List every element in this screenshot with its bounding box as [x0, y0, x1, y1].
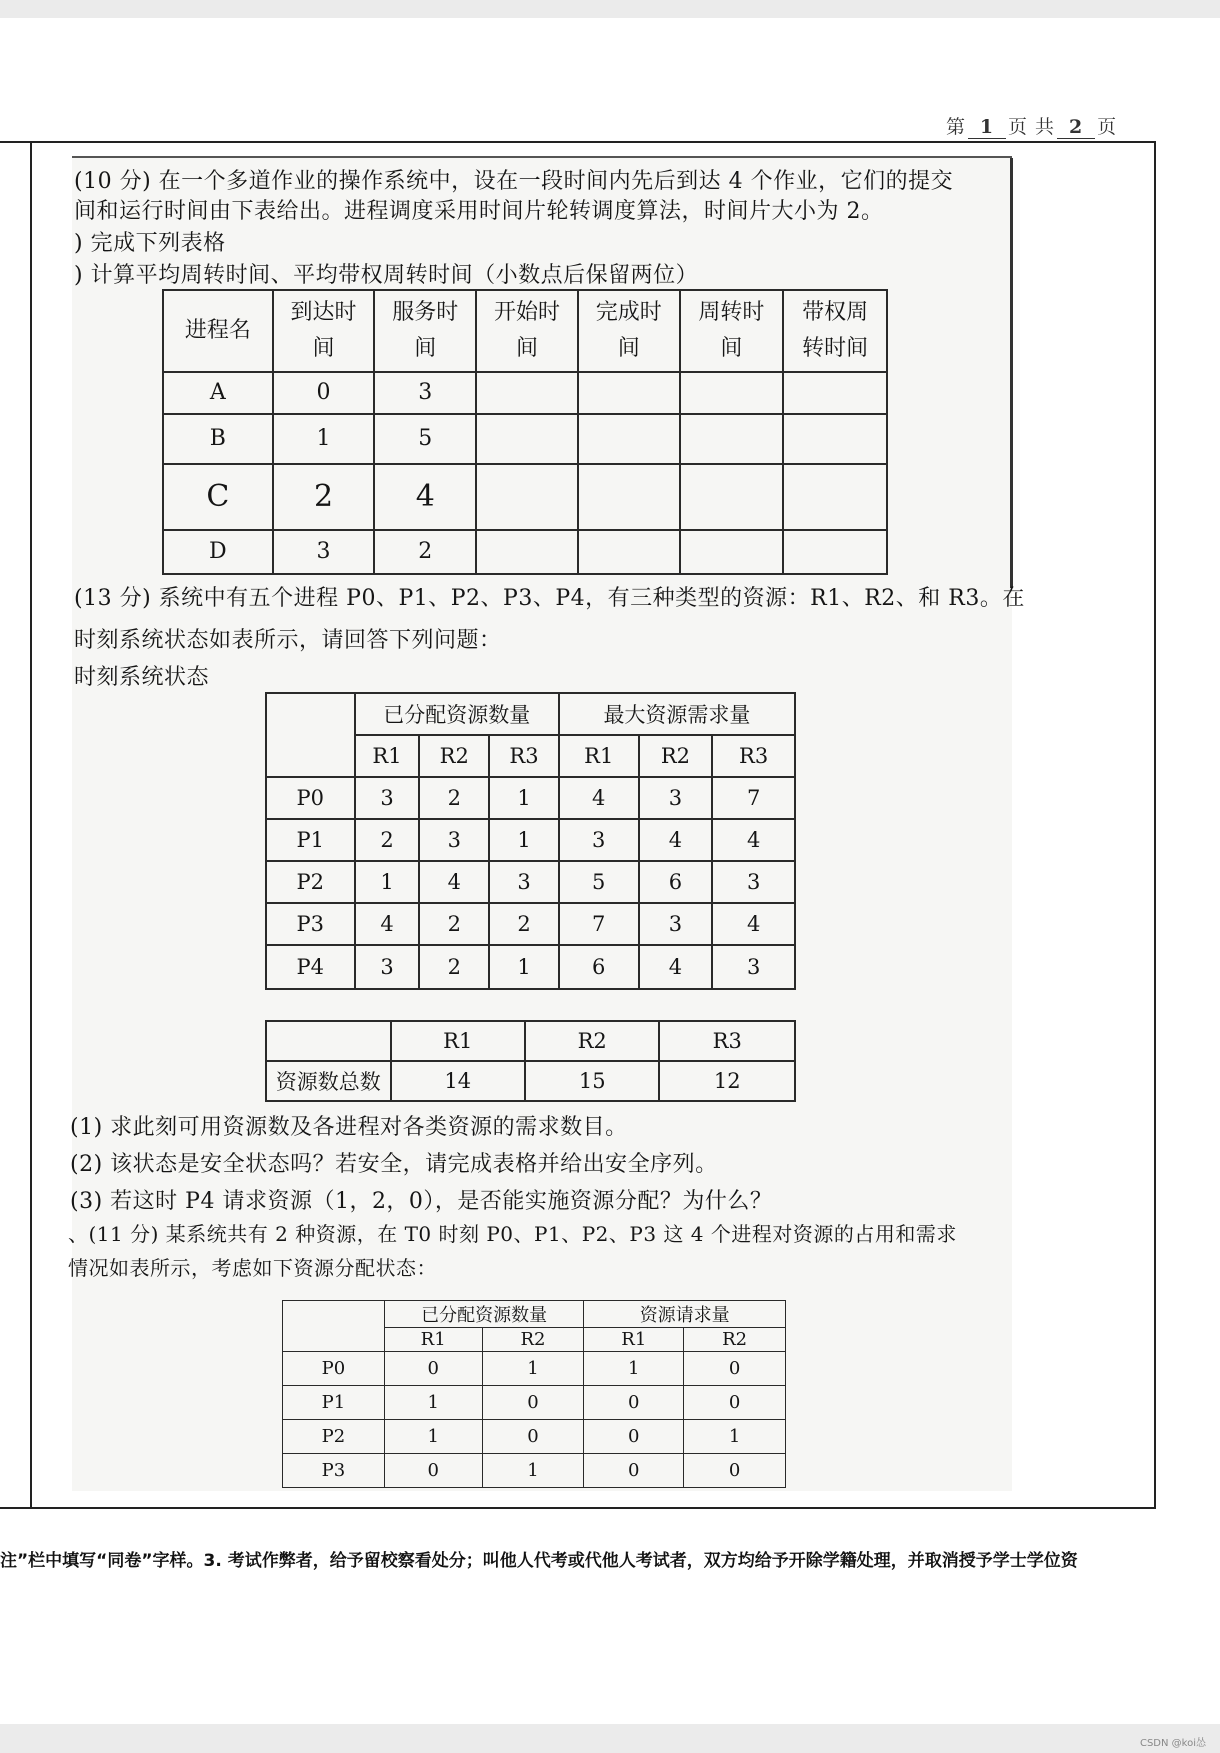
table-cell: 3 — [639, 903, 713, 945]
table-cell: P0 — [266, 777, 355, 819]
current-page: 1 — [968, 116, 1006, 139]
table-cell: 3 — [639, 777, 713, 819]
header-cell — [680, 290, 784, 372]
table-cell: P3 — [266, 903, 355, 945]
table-cell: R2 — [482, 1328, 584, 1352]
header-text: 第 — [946, 116, 967, 138]
table-cell: R2 — [684, 1328, 786, 1352]
corner-cell — [266, 693, 355, 777]
group-header: 最大资源需求量 — [559, 693, 795, 735]
table-cell: R1 — [355, 735, 420, 777]
table-cell: 3 — [374, 372, 476, 414]
table-row — [283, 1454, 786, 1488]
table-cell: R3 — [659, 1021, 795, 1061]
table-cell: 4 — [639, 945, 713, 989]
page-number — [946, 112, 1117, 139]
table-row — [163, 530, 887, 574]
blank-cell — [680, 530, 784, 574]
blank-cell — [476, 414, 578, 464]
table-cell: 7 — [559, 903, 639, 945]
header-text: 间 — [515, 336, 538, 361]
table-cell: 6 — [639, 861, 713, 903]
table-cell: P2 — [283, 1420, 385, 1454]
table-row — [266, 861, 795, 903]
blank-cell — [578, 414, 680, 464]
table-cell: 0 — [384, 1352, 482, 1386]
table-cell: 3 — [559, 819, 639, 861]
q2-text-2: 时刻系统状态如表所示，请回答下列问题： — [74, 628, 502, 653]
table-cell: R2 — [525, 1021, 659, 1061]
q1-text-4: ) 计算平均周转时间、平均带权周转时间（小数点后保留两位） — [74, 263, 699, 288]
table-cell: 4 — [355, 903, 420, 945]
table-row — [266, 945, 795, 989]
table-cell: 3 — [419, 819, 489, 861]
blank-cell — [578, 530, 680, 574]
blank-cell — [578, 464, 680, 530]
q3-resource-table — [282, 1300, 786, 1488]
q2-text-1: (13 分) 系统中有五个进程 P0、P1、P2、P3、P4，有三种类型的资源：R1、R2、和 R3。在 — [74, 586, 1025, 611]
table-cell: 2 — [419, 777, 489, 819]
table-cell: 1 — [384, 1386, 482, 1420]
group-header: 已分配资源数量 — [355, 693, 559, 735]
table-cell: 1 — [384, 1420, 482, 1454]
table-cell: 0 — [584, 1420, 684, 1454]
table-row — [163, 464, 887, 530]
table-cell: R3 — [489, 735, 559, 777]
table-row — [283, 1386, 786, 1420]
table-header-row — [266, 693, 795, 735]
table-cell: R1 — [391, 1021, 525, 1061]
group-header: 资源请求量 — [584, 1301, 786, 1328]
table-cell: 3 — [712, 945, 795, 989]
q2-sub-question-2: (2) 该状态是安全状态吗？若安全，请完成表格并给出安全序列。 — [70, 1152, 718, 1177]
table-cell: P4 — [266, 945, 355, 989]
table-row — [266, 777, 795, 819]
table-cell: 2 — [419, 945, 489, 989]
table-cell: 3 — [489, 861, 559, 903]
corner-cell — [266, 1021, 391, 1061]
table-cell: 4 — [559, 777, 639, 819]
q2-allocation-table — [265, 692, 796, 990]
table-cell: 5 — [374, 414, 476, 464]
blank-cell — [783, 414, 887, 464]
table-cell: R1 — [559, 735, 639, 777]
table-cell: 3 — [712, 861, 795, 903]
table-cell: 7 — [712, 777, 795, 819]
table-cell: R2 — [419, 735, 489, 777]
table-header-row — [283, 1301, 786, 1328]
header-text: 页 — [1097, 116, 1118, 138]
header-text: 周转时 — [698, 300, 765, 325]
blank-cell — [783, 464, 887, 530]
table-row — [283, 1420, 786, 1454]
table-cell: 4 — [712, 903, 795, 945]
table-cell: 1 — [482, 1454, 584, 1488]
table-cell: 3 — [355, 945, 420, 989]
table-cell: 1 — [273, 414, 375, 464]
total-pages: 2 — [1057, 116, 1095, 139]
header-text: 间 — [720, 336, 743, 361]
table-cell: 2 — [419, 903, 489, 945]
table-cell: P2 — [266, 861, 355, 903]
q3-text-2: 情况如表所示，考虑如下资源分配状态： — [68, 1256, 437, 1280]
q1-text-3: ) 完成下列表格 — [74, 231, 226, 256]
header-text: 带权周 — [802, 300, 869, 325]
table-cell: 4 — [374, 464, 476, 530]
table-cell: 1 — [355, 861, 420, 903]
header-text: 进程名 — [184, 318, 251, 343]
blank-cell — [476, 464, 578, 530]
table-cell: 0 — [684, 1352, 786, 1386]
blank-cell — [783, 530, 887, 574]
blank-cell — [578, 372, 680, 414]
table-cell: 1 — [489, 945, 559, 989]
table-cell: R1 — [384, 1328, 482, 1352]
blank-cell — [680, 464, 784, 530]
frame-divider — [30, 141, 32, 1509]
header-text: 完成时 — [595, 300, 662, 325]
table-cell: R2 — [639, 735, 713, 777]
table-cell: 3 — [355, 777, 420, 819]
table-cell: 6 — [559, 945, 639, 989]
blank-cell — [680, 372, 784, 414]
table-cell: 1 — [684, 1420, 786, 1454]
table-cell: 5 — [559, 861, 639, 903]
q1-process-table — [162, 289, 888, 575]
table-header-row — [163, 290, 887, 372]
table-cell: 0 — [482, 1420, 584, 1454]
table-cell: 2 — [374, 530, 476, 574]
table-cell: 2 — [489, 903, 559, 945]
header-cell — [273, 290, 375, 372]
header-text: 间 — [617, 336, 640, 361]
q2-sub-question-1: (1) 求此刻可用资源数及各进程对各类资源的需求数目。 — [70, 1115, 628, 1140]
table-row — [266, 903, 795, 945]
table-cell: P1 — [266, 819, 355, 861]
table-cell: P3 — [283, 1454, 385, 1488]
table-cell: 0 — [584, 1386, 684, 1420]
table-cell: 0 — [273, 372, 375, 414]
blank-cell — [680, 414, 784, 464]
q2-total-resource-table — [265, 1020, 796, 1102]
table-row — [163, 414, 887, 464]
header-cell — [374, 290, 476, 372]
table-cell: 0 — [584, 1454, 684, 1488]
header-cell — [163, 290, 273, 372]
table-cell: 2 — [273, 464, 375, 530]
table-row — [266, 819, 795, 861]
exam-rules-footer: 注”栏中填写“同卷”字样。3. 考试作弊者，给予留校察看处分；叫他人代考或代他人考试者，双方均给予开除学籍处理，并取消授予学士学位资 — [0, 1551, 1078, 1571]
table-cell: 1 — [482, 1352, 584, 1386]
table-cell: 资源数总数 — [266, 1061, 391, 1101]
table-cell: A — [163, 372, 273, 414]
header-text: 转时间 — [802, 336, 869, 361]
table-cell: 0 — [684, 1386, 786, 1420]
table-cell: 0 — [482, 1386, 584, 1420]
table-cell: 4 — [639, 819, 713, 861]
table-cell: 1 — [584, 1352, 684, 1386]
table-cell: P0 — [283, 1352, 385, 1386]
table-cell: 1 — [489, 819, 559, 861]
header-text: 间 — [414, 336, 437, 361]
group-header: 已分配资源数量 — [384, 1301, 584, 1328]
header-text: 间 — [312, 336, 335, 361]
corner-cell — [283, 1301, 385, 1352]
table-cell: C — [163, 464, 273, 530]
table-row — [283, 1352, 786, 1386]
q3-text-1: 、(11 分) 某系统共有 2 种资源，在 T0 时刻 P0、P1、P2、P3 这 4 个进程对资源的占用和需求 — [68, 1222, 957, 1246]
header-cell — [783, 290, 887, 372]
table-cell: D — [163, 530, 273, 574]
blank-cell — [476, 372, 578, 414]
table-cell: 2 — [355, 819, 420, 861]
table-cell: 1 — [489, 777, 559, 819]
header-text: 页 共 — [1008, 116, 1056, 138]
header-text: 开始时 — [493, 300, 560, 325]
table-cell: R3 — [712, 735, 795, 777]
table-cell: R1 — [584, 1328, 684, 1352]
sub-header-row — [266, 1021, 795, 1061]
blank-cell — [476, 530, 578, 574]
table-cell: 12 — [659, 1061, 795, 1101]
top-margin-band — [0, 0, 1220, 18]
table-cell: 4 — [419, 861, 489, 903]
header-cell — [578, 290, 680, 372]
q1-text-2: 间和运行时间由下表给出。进程调度采用时间片轮转调度算法，时间片大小为 2。 — [74, 199, 884, 224]
q2-sub-question-3: (3) 若这时 P4 请求资源（1，2，0），是否能实施资源分配？为什么？ — [70, 1189, 773, 1214]
scan-top-edge — [72, 156, 1012, 158]
table-cell: 14 — [391, 1061, 525, 1101]
header-cell — [476, 290, 578, 372]
table-cell: P1 — [283, 1386, 385, 1420]
table-row — [266, 1061, 795, 1101]
header-text: 到达时 — [290, 300, 357, 325]
q2-text-3: 时刻系统状态 — [74, 665, 210, 690]
header-text: 服务时 — [392, 300, 459, 325]
q1-text-1: (10 分) 在一个多道作业的操作系统中，设在一段时间内先后到达 4 个作业，它们的提交 — [74, 169, 954, 194]
table-cell: 4 — [712, 819, 795, 861]
table-cell: 0 — [384, 1454, 482, 1488]
scan-right-edge — [1010, 158, 1013, 588]
bottom-margin-band — [0, 1724, 1220, 1753]
watermark: CSDN @koi怂 — [1139, 1738, 1206, 1749]
table-cell: 0 — [684, 1454, 786, 1488]
table-cell: 3 — [273, 530, 375, 574]
blank-cell — [783, 372, 887, 414]
table-cell: 15 — [525, 1061, 659, 1101]
table-cell: B — [163, 414, 273, 464]
table-row — [163, 372, 887, 414]
